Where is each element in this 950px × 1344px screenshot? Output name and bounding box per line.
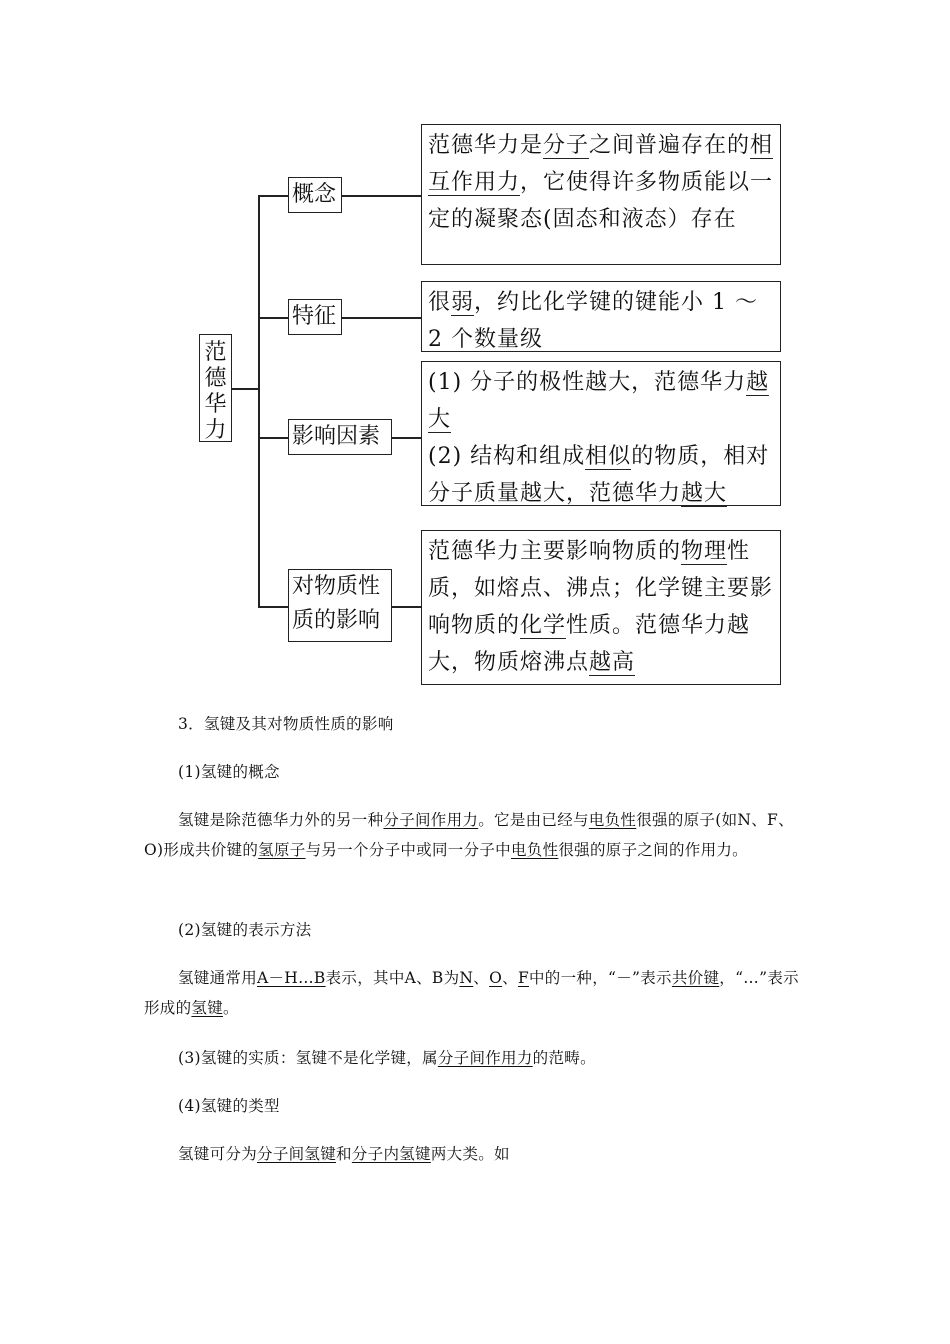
branch-content-factors: (1) 分子的极性越大，范德华力越大 (2) 结构和组成相似的物质，相对分子质量越大，范德华力越大 <box>421 361 781 506</box>
branch-label-feature: 特征 <box>288 299 342 335</box>
section-heading: 3．氢键及其对物质性质的影响 <box>178 715 394 733</box>
connector-spine <box>258 195 260 607</box>
connector <box>258 606 288 608</box>
branch-content-concept: 范德华力是分子之间普遍存在的相互作用力，它使得许多物质能以一定的凝聚态(固态和液态）存在 <box>421 124 781 265</box>
connector <box>392 437 422 439</box>
connector <box>258 317 288 319</box>
paragraph-notation: 氢键通常用A－H…B表示，其中A、B为N、O、F中的一种，“－”表示共价键，“…”表示形成的氢键。 <box>144 969 799 1017</box>
paragraph-concept: 氢键是除范德华力外的另一种分子间作用力。它是由已经与电负性很强的原子(如N、F、O)形成共价键的氢原子与另一个分子中或同一分子中电负性很强的原子之间的作用力。 <box>144 811 794 859</box>
subheading-concept: (1)氢键的概念 <box>178 763 280 781</box>
connector <box>258 437 288 439</box>
subheading-types: (4)氢键的类型 <box>178 1097 280 1115</box>
branch-label-factors: 影响因素 <box>288 419 392 455</box>
connector <box>232 388 259 390</box>
connector <box>342 195 422 197</box>
subheading-notation: (2)氢键的表示方法 <box>178 921 312 939</box>
connector <box>258 195 288 197</box>
branch-label-concept: 概念 <box>288 177 342 213</box>
root-label: 范德华力 <box>204 340 227 443</box>
branch-content-feature: 很弱，约比化学键的键能小 1 ～ 2 个数量级 <box>421 281 781 352</box>
connector <box>342 317 422 319</box>
root-node <box>199 334 232 442</box>
branch-label-effects: 对物质性 质的影响 <box>288 569 392 642</box>
branch-content-effects: 范德华力主要影响物质的物理性质，如熔点、沸点；化学键主要影响物质的化学性质。范德华力越大，物质熔沸点越高 <box>421 530 781 685</box>
paragraph-types: 氢键可分为分子间氢键和分子内氢键两大类。如 <box>178 1145 510 1163</box>
subheading-essence: (3)氢键的实质：氢键不是化学键，属分子间作用力的范畴。 <box>178 1049 596 1067</box>
connector <box>392 606 422 608</box>
